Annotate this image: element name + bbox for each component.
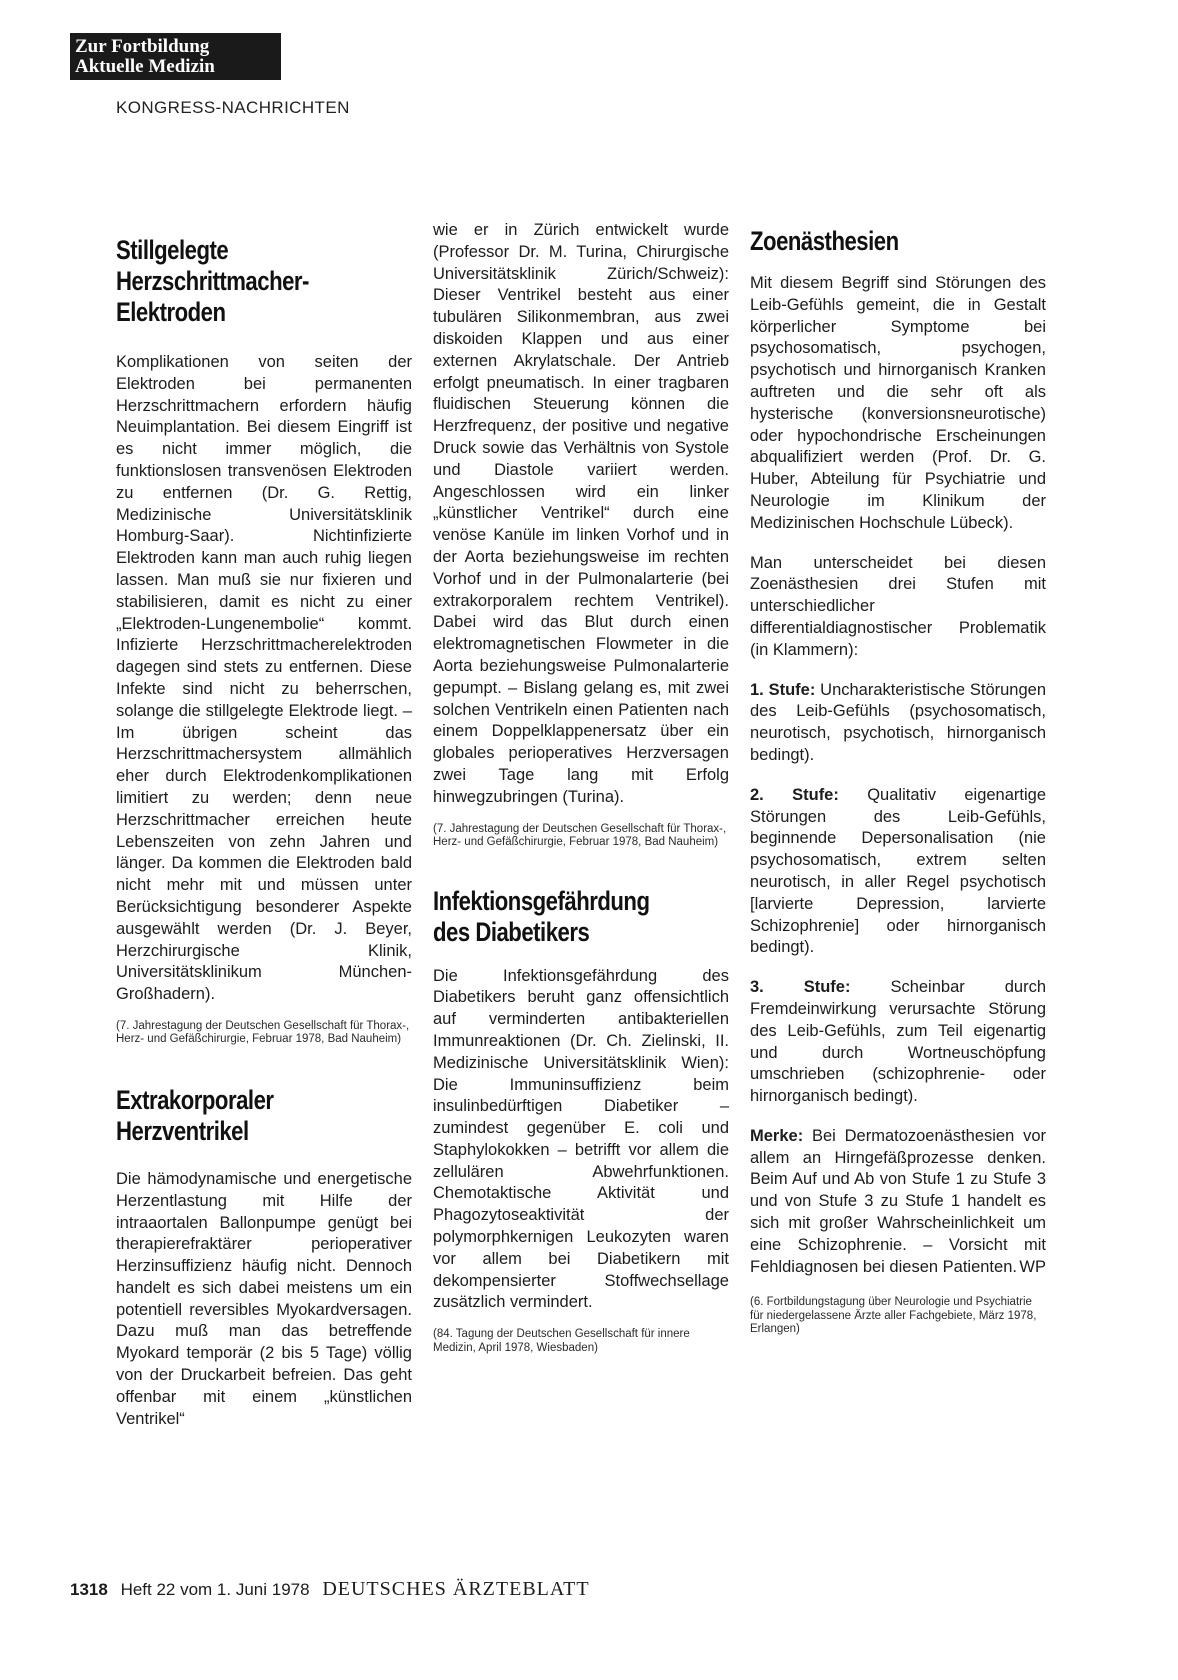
stufe-2-label: 2. Stufe: [750, 785, 839, 804]
zoen-paragraph-2: Man unterscheidet bei diesen Zoenästhesien drei Stufen mit unterschiedlicher differentialdiagnostischer Problematik (in Klammern): [750, 553, 1046, 659]
stufe-1-label: 1. Stufe: [750, 680, 816, 699]
section-label: KONGRESS-NACHRICHTEN [116, 98, 350, 117]
author-initials: WP [1019, 1257, 1046, 1276]
article-source-elektroden: (7. Jahrestagung der Deutschen Gesellschaft für Thorax-, Herz- und Gefäßchirurgie, Februar 1978, Bad Nauheim) [116, 1019, 410, 1046]
article-body-herzventrikel-part2: wie er in Zürich entwickelt wurde (Professor Dr. M. Turina, Chirurgische Universitätsklinik Zürich/Schweiz): Dieser Ventrikel besteht aus einer tubulären Silikonmembran, aus zwei diskoiden Klappen und aus einer externen Akrylatschale. Der Antrieb erfolgt pneumatisch. In einer tragbaren fluidischen Steuerung können die Herzfrequenz, der positive und negative Druck sowie das Verhältnis von Systole und Diastole variiert werden. Angeschlossen wird ein linker „künstlicher Ventrikel“ durch eine venöse Kanüle im linken Vorhof und in der Aorta beziehungsweise im rechten Vorhof und in der Pulmonalarterie (bei extrakorporalem rechtem Ventrikel). Dabei wird das Blut durch einen elektromagnetischen Flowmeter in die Aorta beziehungsweise Pulmonalarterie gepumpt. – Bislang gelang es, mit zwei solchen Ventrikeln einen Patienten nach einem Doppelklappenersatz über ein globales perioperatives Herzversagen zwei Tage lang mit Erfolg hinwegzubringen (Turina). [433, 221, 729, 806]
page-footer [70, 1578, 590, 1601]
article-title-diabetiker: Infektionsgefährdung des Diabetikers [433, 885, 650, 947]
issue-info: Heft 22 vom 1. Juni 1978 [120, 1580, 310, 1599]
article-title-elektroden: Stillgelegte Herzschrittmacher-Elektroden [116, 235, 309, 327]
rubric-line-2: Aktuelle Medizin [75, 56, 215, 77]
magazine-name: DEUTSCHES ÄRZTEBLATT [322, 1578, 590, 1600]
column-3 [750, 226, 1046, 1337]
zoen-stufe-1 [750, 680, 1046, 767]
zoen-paragraph-1: Mit diesem Begriff sind Störungen des Leib-Gefühls gemeint, die in Gestalt körperlicher Symptome bei psychosomatisch, psychogen, psychotisch und hirnorganisch Kranken auftreten und die sehr oft als hysterische (konversionsneurotische) oder hypochondrische Erscheinungen abqualifiziert werden (Prof. Dr. G. Huber, Abteilung für Psychiatrie und Neurologie im Klinikum der Medizinischen Hochschule Lübeck). [750, 274, 1046, 532]
article-body-herzventrikel-part1: Die hämodynamische und energetische Herzentlastung mit Hilfe der intraaortalen Ballonpumpe genügt bei therapierefraktärer perioperativer Herzinsuffizienz häufig nicht. Dennoch handelt es sich dabei meistens um ein potentiell reversibles Myokardversagen. Dazu muß man das betreffende Myokard temporär (2 bis 5 Tage) völlig von der Druckarbeit befreien. Das geht offenbar mit einem „künstlichen Ventrikel“ [116, 1169, 412, 1428]
article-body-elektroden: Komplikationen von seiten der Elektroden bei permanenten Herzschrittmachern erfordern häufig Neuimplantation. Bei diesem Eingriff ist es nicht immer möglich, die funktionslosen transvenösen Elektroden zu entfernen (Dr. G. Rettig, Medizinische Universitätsklinik Homburg-Saar). Nichtinfizierte Elektroden kann man auch ruhig liegen lassen. Man muß sie nur fixieren und stabilisieren, damit es nicht zu einer „Elektroden-Lungenembolie“ kommt. Infizierte Herzschrittmacherelektroden dagegen sind stets zu entfernen. Diese Infekte sind nicht zu beherrschen, solange die stillgelegte Elektrode liegt. – Im übrigen scheint das Herzschrittmachersystem allmählich eher durch Elektrodenkomplikationen limitiert zu werden; denn neue Herzschrittmacher erreichen heute Lebenszeiten von zehn Jahren und länger. Da kommen die Elektroden bald nicht mehr mit und müssen unter Berücksichtigung besonderer Aspekte ausgewählt werden (Dr. J. Beyer, Herzchirurgische Klinik, Universitätsklinikum München-Großhadern). [116, 353, 412, 1004]
article-title-herzventrikel: Extrakorporaler Herzventrikel [116, 1084, 274, 1146]
merke-text: Bei Dermatozoenästhesien vor allem an Hirngefäßprozesse denken. Beim Auf und Ab von Stufe 1 zu Stufe 3 und von Stufe 3 zu Stufe 1 handelt es sich mit großer Wahrscheinlichkeit um eine Schizophrenie. – Vorsicht mit Fehldiagnosen bei diesen Patienten. [750, 1126, 1046, 1276]
zoen-stufe-2 [750, 785, 1046, 959]
stufe-1-text: Uncharakteristische Störungen des Leib-Gefühls (psychosomatisch, neurotisch, psychotisch, hirnorganisch bedingt). [750, 680, 1047, 764]
article-body-diabetiker: Die Infektionsgefährdung des Diabetikers beruht ganz offensichtlich auf verminderten antibakteriellen Immunreaktionen (Dr. Ch. Zielinski, II. Medizinische Universitätsklinik Wien): Die Immuninsuffizienz beim insulinbedürftigen Diabetiker – zumindest gegenüber E. coli und Staphylokokken – betrifft vor allem die zellulären Abwehrfunktionen. Chemotaktische Aktivität und Phagozytoseaktivität der polymorphkernigen Leukozyten waren vor allem bei Diabetikern mit dekompensierter Stoffwechsellage zusätzlich vermindert. [433, 966, 729, 1312]
zoen-stufe-3 [750, 977, 1046, 1108]
column-1 [116, 235, 412, 1430]
rubric-tag [70, 33, 281, 80]
zoen-merke [750, 1126, 1046, 1279]
rubric-line-1: Zur Fortbildung [75, 36, 210, 57]
column-2 [433, 220, 729, 1355]
stufe-2-text: Qualitativ eigenartige Störungen des Leib-Gefühls, beginnende Depersonalisation (nie psychosomatisch, extrem selten neurotisch, in aller Regel psychotisch [larvierte Depression, larvierte Schizophrenie] oder hirnorganisch bedingt). [750, 785, 1046, 957]
article-source-zoenaesthesien: (6. Fortbildungstagung über Neurologie und Psychiatrie für niedergelassene Ärzte aller Fachgebiete, März 1978, Erlangen) [750, 1296, 1037, 1336]
page-number: 1318 [70, 1580, 108, 1599]
stufe-3-text: Scheinbar durch Fremdeinwirkung verursachte Störung des Leib-Gefühls, zum Teil eigenartig und durch Wortneuschöpfung umschrieben (schizophrenie- oder hirnorganisch bedingt). [750, 978, 1046, 1106]
article-source-herzventrikel: (7. Jahrestagung der Deutschen Gesellschaft für Thorax-, Herz- und Gefäßchirurgie, Februar 1978, Bad Nauheim) [433, 822, 727, 849]
article-source-diabetiker: (84. Tagung der Deutschen Gesellschaft für innere Medizin, April 1978, Wiesbaden) [433, 1328, 690, 1354]
article-title-zoenaesthesien: Zoenästhesien [750, 226, 899, 256]
stufe-3-label: 3. Stufe: [750, 978, 851, 997]
merke-label: Merke: [750, 1126, 804, 1145]
